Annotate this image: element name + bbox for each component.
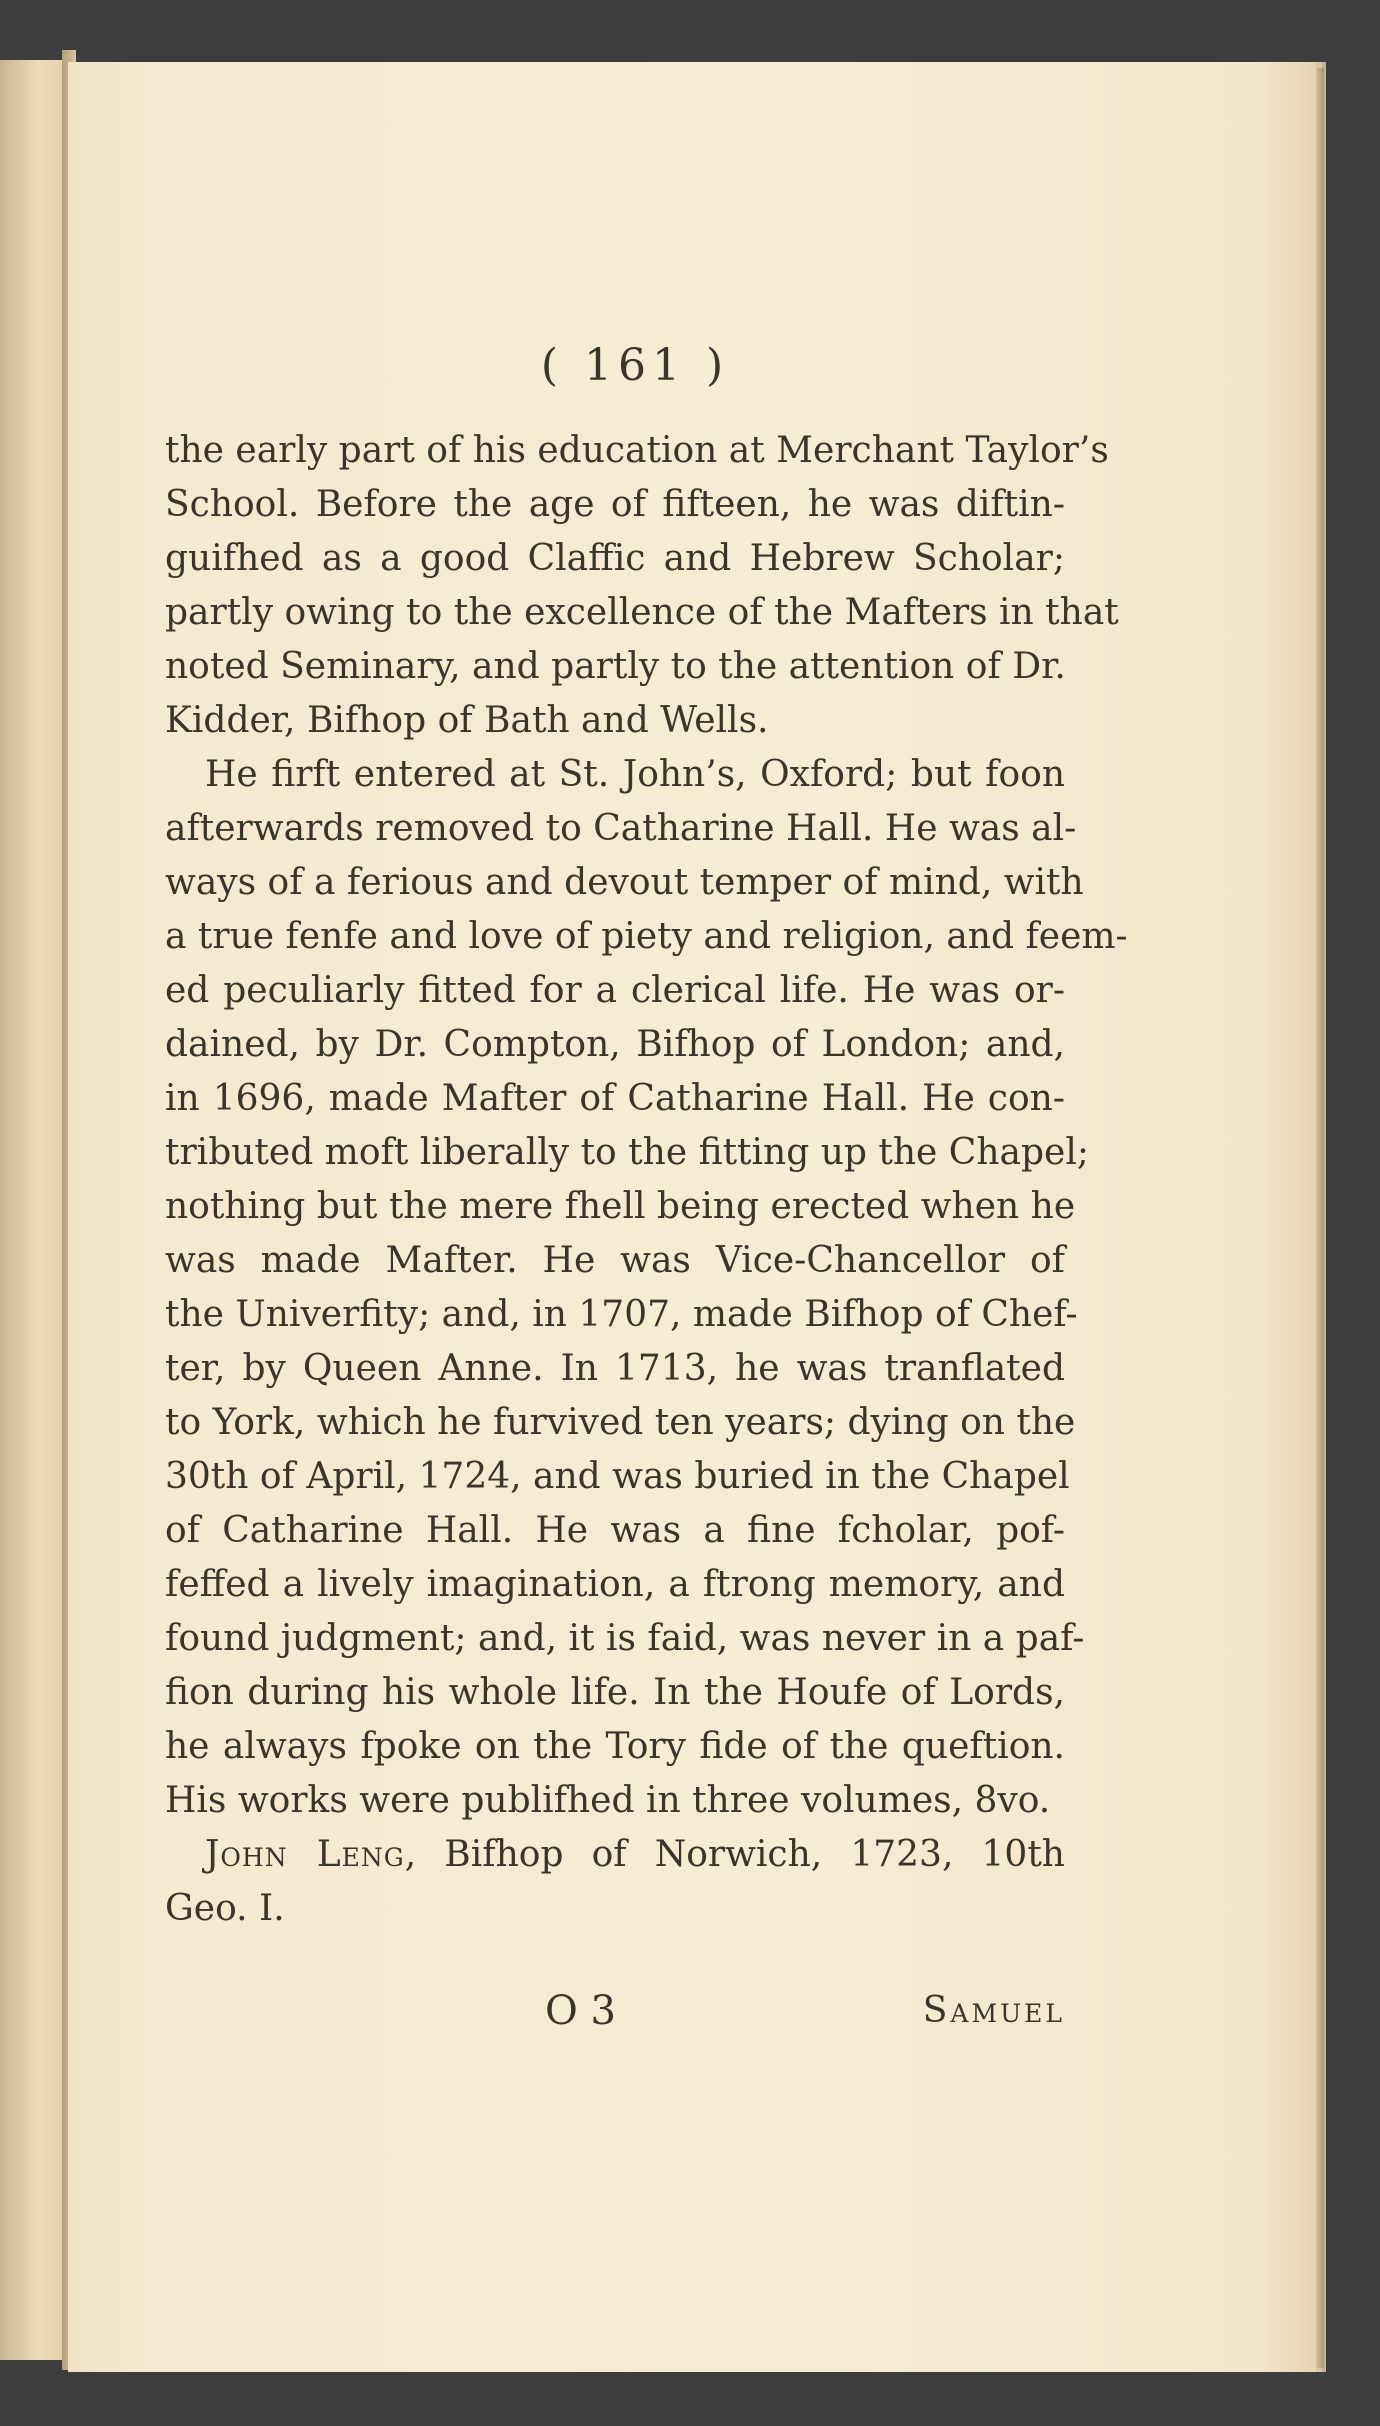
text-line: ways of a ferious and devout temper of mind, with (165, 862, 1084, 903)
text-line: Kidder, Bifhop of Bath and Wells. (165, 700, 769, 741)
text-line: nothing but the mere fhell being erected when he (165, 1186, 1076, 1227)
text-line: the early part of his education at Merchant Taylor’s (165, 430, 1109, 471)
paragraph-3 (165, 1828, 1065, 1936)
text-line: Geo. I. (165, 1888, 285, 1929)
text-line: feffed a lively imagination, a ftrong memory, and (165, 1564, 1065, 1605)
person-name: John Leng (205, 1834, 405, 1875)
page-fore-edge (1316, 68, 1324, 2368)
signature-mark: O 3 (545, 1988, 616, 2034)
text-line: dained, by Dr. Compton, Bifhop of London; and, (165, 1024, 1065, 1065)
text-line: School. Before the age of fifteen, he was diftin- (165, 484, 1065, 525)
text-line: in 1696, made Mafter of Catharine Hall. He con- (165, 1078, 1065, 1119)
text-line: of Catharine Hall. He was a fine fcholar, pof- (165, 1510, 1065, 1551)
paragraph-1 (165, 424, 1119, 748)
page-footer (165, 1976, 1065, 2046)
text-line: was made Mafter. He was Vice-Chancellor of (165, 1240, 1065, 1281)
text-line (165, 1828, 1065, 1882)
text-line: ed peculiarly fitted for a clerical life. He was or- (165, 970, 1065, 1011)
page-number-header: ( 161 ) (540, 340, 730, 391)
text-fragment: , Bifhop of Norwich, 1723, 10th (404, 1834, 1065, 1875)
text-line: ter, by Queen Anne. In 1713, he was tranflated (165, 1348, 1065, 1389)
text-line: partly owing to the excellence of the Mafters in that (165, 592, 1119, 633)
text-line: the Univerfity; and, in 1707, made Bifhop of Chef- (165, 1294, 1078, 1335)
text-line: fion during his whole life. In the Houfe of Lords, (165, 1672, 1065, 1713)
text-line: noted Seminary, and partly to the attention of Dr. (165, 646, 1066, 687)
text-line: found judgment; and, it is faid, was never in a paf- (165, 1618, 1085, 1659)
text-line: a true fenfe and love of piety and religion, and feem- (165, 916, 1128, 957)
page-text (165, 336, 1128, 2046)
text-line: He firft entered at St. John’s, Oxford; but foon (205, 754, 1065, 795)
paragraph-2 (165, 748, 1128, 1828)
left-page-edge (0, 60, 70, 2360)
text-line: tributed moft liberally to the fitting up the Chapel; (165, 1132, 1089, 1173)
catchword: Samuel (922, 1990, 1065, 2031)
text-line: to York, which he furvived ten years; dying on the (165, 1402, 1076, 1443)
text-line: afterwards removed to Catharine Hall. He was al- (165, 808, 1077, 849)
text-line: guifhed as a good Claffic and Hebrew Scholar; (165, 538, 1065, 579)
text-line: he always fpoke on the Tory fide of the queftion. (165, 1726, 1065, 1767)
text-line: 30th of April, 1724, and was buried in the Chapel (165, 1456, 1070, 1497)
text-line: His works were publifhed in three volumes, 8vo. (165, 1780, 1051, 1821)
